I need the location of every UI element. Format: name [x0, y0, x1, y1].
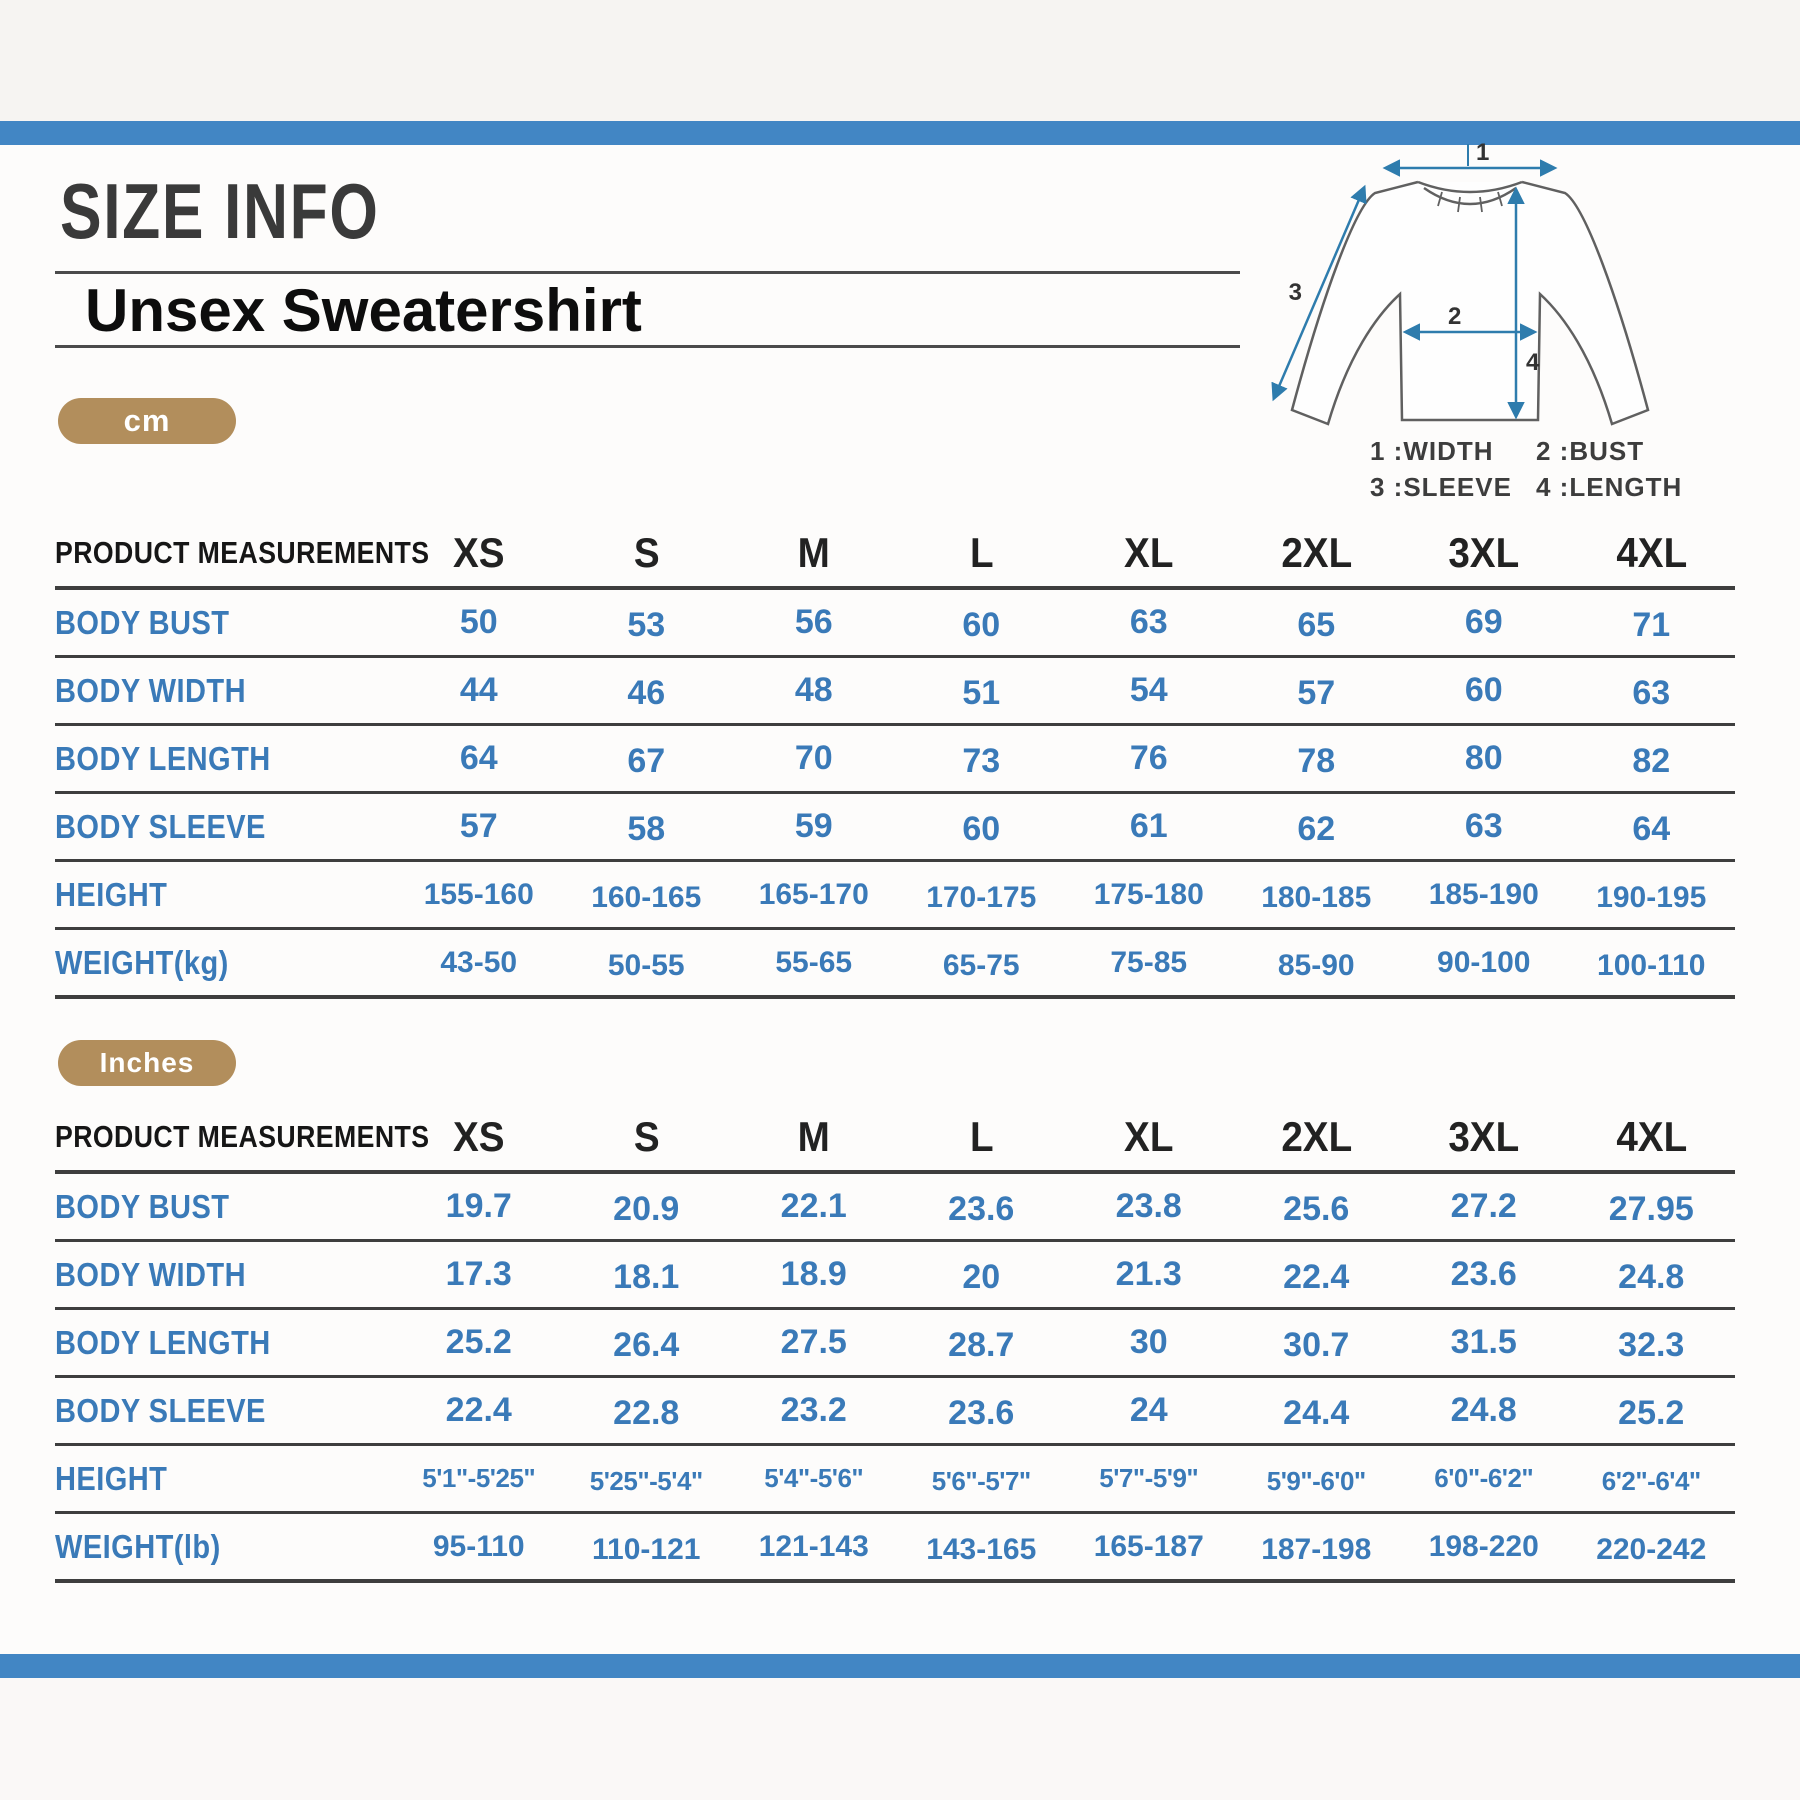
measurement-cell: 43-50	[440, 945, 518, 979]
measurement-cell: 155-160	[423, 877, 534, 911]
measurement-cell: 18.9	[780, 1255, 847, 1293]
table-row-height	[55, 1446, 1735, 1514]
table-row-body-width	[55, 658, 1735, 726]
measurement-cell: 23.6	[948, 1394, 1015, 1432]
size-table-inches	[55, 1104, 1735, 1583]
measurement-cell: 165-170	[758, 877, 869, 911]
measurement-cell: 23.2	[780, 1391, 847, 1429]
row-label: BODY WIDTH	[55, 1255, 247, 1293]
table-row-body-sleeve	[55, 1378, 1735, 1446]
measurement-cell: 63	[1129, 603, 1168, 641]
measurement-cell: 80	[1464, 739, 1503, 777]
table-row-body-width	[55, 1242, 1735, 1310]
measurement-cell: 160-165	[591, 880, 702, 914]
measurement-cell: 185-190	[1428, 877, 1539, 911]
table-row-body-sleeve	[55, 794, 1735, 862]
header-size-m: M	[797, 529, 830, 576]
row-label: BODY SLEEVE	[55, 1391, 266, 1429]
arrow-label-2: 2	[1448, 303, 1462, 330]
measurement-cell: 23.6	[1450, 1255, 1517, 1293]
header-size-xl: XL	[1124, 1113, 1174, 1160]
measurement-cell: 187-198	[1261, 1532, 1372, 1566]
measurement-cell: 30	[1129, 1323, 1168, 1361]
measurement-cell: 54	[1129, 671, 1168, 709]
measurement-cell: 121-143	[758, 1529, 869, 1563]
arrow-label-3: 3	[1288, 279, 1302, 306]
measurement-cell: 110-121	[592, 1532, 701, 1566]
header-size-s: S	[633, 529, 660, 576]
measurement-cell: 27.2	[1450, 1187, 1517, 1225]
measurement-cell: 6'0"-6'2"	[1434, 1463, 1534, 1493]
measurement-cell: 5'4"-5'6"	[764, 1463, 864, 1493]
row-label: BODY WIDTH	[55, 671, 247, 709]
measurement-cell: 31.5	[1450, 1323, 1517, 1361]
table-header-row	[55, 1104, 1735, 1174]
measurement-cell: 23.6	[948, 1190, 1015, 1228]
measurement-cell: 22.4	[445, 1391, 512, 1429]
measurement-cell: 57	[459, 807, 498, 845]
measurement-cell: 60	[1464, 671, 1503, 709]
header-size-4xl: 4XL	[1615, 1113, 1687, 1160]
measurement-legend	[1370, 436, 1682, 503]
measurement-cell: 71	[1632, 606, 1671, 644]
header-size-3xl: 3XL	[1448, 529, 1520, 576]
measurement-cell: 165-187	[1093, 1529, 1204, 1563]
measurement-cell: 64	[459, 739, 498, 777]
row-label: HEIGHT	[55, 1459, 168, 1497]
legend-item-bust: 2 :BUST	[1536, 436, 1645, 466]
measurement-cell: 69	[1464, 603, 1503, 641]
measurement-cell: 67	[627, 742, 666, 780]
unit-badge-inches: Inches	[58, 1040, 236, 1086]
measurement-cell: 25.6	[1283, 1190, 1350, 1228]
measurement-cell: 60	[962, 810, 1001, 848]
measurement-cell: 5'9"-6'0"	[1266, 1466, 1366, 1496]
measurement-cell: 82	[1632, 742, 1671, 780]
page-title: SIZE INFO	[60, 167, 380, 255]
header-size-s: S	[633, 1113, 660, 1160]
sweatshirt-outline	[1292, 182, 1648, 424]
measurement-cell: 198-220	[1428, 1529, 1539, 1563]
table-row-body-length	[55, 726, 1735, 794]
measurement-cell: 220-242	[1596, 1532, 1707, 1566]
measurement-cell: 75-85	[1110, 945, 1188, 979]
measurement-cell: 28.7	[948, 1326, 1015, 1364]
measurement-cell: 18.1	[613, 1258, 680, 1296]
measurement-cell: 64	[1632, 810, 1671, 848]
header-product-measurements: PRODUCT MEASUREMENTS	[55, 1119, 430, 1154]
measurement-cell: 20.9	[613, 1190, 680, 1228]
width-arrow	[1386, 144, 1554, 168]
legend-item-sleeve: 3 :SLEEVE	[1370, 472, 1512, 502]
measurement-cell: 22.8	[613, 1394, 680, 1432]
measurement-cell: 22.1	[780, 1187, 847, 1225]
measurement-cell: 5'7"-5'9"	[1099, 1463, 1199, 1493]
measurement-cell: 20	[962, 1258, 1001, 1296]
measurement-cell: 61	[1129, 807, 1168, 845]
table-row-weight-kg	[55, 930, 1735, 999]
measurement-cell: 24.8	[1618, 1258, 1685, 1296]
header-size-3xl: 3XL	[1448, 1113, 1520, 1160]
measurement-cell: 24.8	[1450, 1391, 1517, 1429]
row-label: BODY LENGTH	[55, 1323, 271, 1361]
measurement-cell: 26.4	[613, 1326, 680, 1364]
header-size-4xl: 4XL	[1615, 529, 1687, 576]
measurement-cell: 95-110	[432, 1529, 525, 1563]
header-size-2xl: 2XL	[1280, 1113, 1352, 1160]
divider-line-bottom	[55, 345, 1240, 348]
measurement-cell: 63	[1632, 674, 1671, 712]
unit-badge-cm: cm	[58, 398, 236, 444]
measurement-cell: 25.2	[445, 1323, 512, 1361]
measurement-cell: 24	[1129, 1391, 1168, 1429]
row-label: BODY BUST	[55, 603, 230, 641]
measurement-cell: 175-180	[1093, 877, 1204, 911]
row-label: BODY SLEEVE	[55, 807, 266, 845]
measurement-cell: 180-185	[1261, 880, 1372, 914]
measurement-cell: 6'2"-6'4"	[1601, 1466, 1701, 1496]
header-size-l: L	[969, 529, 994, 576]
measurement-cell: 44	[459, 671, 498, 709]
table-row-body-bust	[55, 590, 1735, 658]
measurement-cell: 65	[1297, 606, 1336, 644]
measurement-cell: 25.2	[1618, 1394, 1685, 1432]
header-size-xl: XL	[1124, 529, 1174, 576]
bottom-accent-bar	[0, 1654, 1800, 1678]
bottom-background-strip	[0, 1678, 1800, 1800]
measurement-cell: 5'6"-5'7"	[931, 1466, 1031, 1496]
header-size-xs: XS	[452, 1113, 505, 1160]
table-row-body-bust	[55, 1174, 1735, 1242]
header-size-l: L	[969, 1113, 994, 1160]
measurement-cell: 32.3	[1618, 1326, 1685, 1364]
row-label: BODY LENGTH	[55, 739, 271, 777]
measurement-cell: 48	[794, 671, 833, 709]
measurement-cell: 21.3	[1115, 1255, 1182, 1293]
measurement-cell: 19.7	[445, 1187, 512, 1225]
measurement-cell: 73	[962, 742, 1001, 780]
measurement-cell: 65-75	[942, 948, 1020, 982]
legend-item-width: 1 :WIDTH	[1370, 436, 1494, 466]
measurement-cell: 27.95	[1608, 1190, 1694, 1228]
measurement-cell: 90-100	[1437, 945, 1531, 979]
measurement-cell: 56	[794, 603, 833, 641]
header-size-m: M	[797, 1113, 830, 1160]
table-row-height	[55, 862, 1735, 930]
sweatshirt-diagram	[1170, 140, 1770, 440]
measurement-cell: 30.7	[1283, 1326, 1350, 1364]
measurement-cell: 57	[1297, 674, 1336, 712]
measurement-cell: 46	[627, 674, 666, 712]
measurement-cell: 51	[962, 674, 1001, 712]
row-label: WEIGHT(lb)	[55, 1527, 221, 1565]
table-header-row	[55, 520, 1735, 590]
table-row-weight-lb	[55, 1514, 1735, 1583]
measurement-cell: 50	[459, 603, 498, 641]
measurement-cell: 22.4	[1283, 1258, 1350, 1296]
size-table-cm	[55, 520, 1735, 999]
measurement-cell: 53	[627, 606, 666, 644]
measurement-cell: 78	[1297, 742, 1336, 780]
measurement-cell: 5'1"-5'25"	[422, 1463, 536, 1493]
measurement-cell: 100-110	[1597, 948, 1706, 982]
measurement-cell: 55-65	[775, 945, 853, 979]
measurement-cell: 70	[794, 739, 833, 777]
divider-line-top	[55, 271, 1240, 274]
header-product-measurements: PRODUCT MEASUREMENTS	[55, 535, 430, 570]
page-subtitle: Unsex Sweatershirt	[85, 277, 642, 344]
measurement-cell: 76	[1129, 739, 1168, 777]
legend-item-length: 4 :LENGTH	[1536, 472, 1683, 502]
header-size-2xl: 2XL	[1280, 529, 1352, 576]
measurement-cell: 27.5	[780, 1323, 847, 1361]
measurement-cell: 59	[794, 807, 833, 845]
arrow-label-1: 1	[1476, 140, 1490, 166]
measurement-cell: 24.4	[1283, 1394, 1350, 1432]
measurement-cell: 85-90	[1277, 948, 1355, 982]
measurement-cell: 23.8	[1115, 1187, 1182, 1225]
measurement-cell: 5'25"-5'4"	[589, 1466, 703, 1496]
table-row-body-length	[55, 1310, 1735, 1378]
measurement-cell: 62	[1297, 810, 1336, 848]
measurement-cell: 143-165	[926, 1532, 1037, 1566]
measurement-cell: 17.3	[445, 1255, 512, 1293]
measurement-cell: 170-175	[926, 880, 1037, 914]
measurement-cell: 50-55	[607, 948, 685, 982]
measurement-cell: 60	[962, 606, 1001, 644]
measurement-cell: 63	[1464, 807, 1503, 845]
measurement-cell: 190-195	[1596, 880, 1707, 914]
row-label: WEIGHT(kg)	[55, 943, 229, 981]
row-label: HEIGHT	[55, 875, 168, 913]
row-label: BODY BUST	[55, 1187, 230, 1225]
header-size-xs: XS	[452, 529, 505, 576]
measurement-cell: 58	[627, 810, 666, 848]
arrow-label-4: 4	[1526, 349, 1540, 376]
